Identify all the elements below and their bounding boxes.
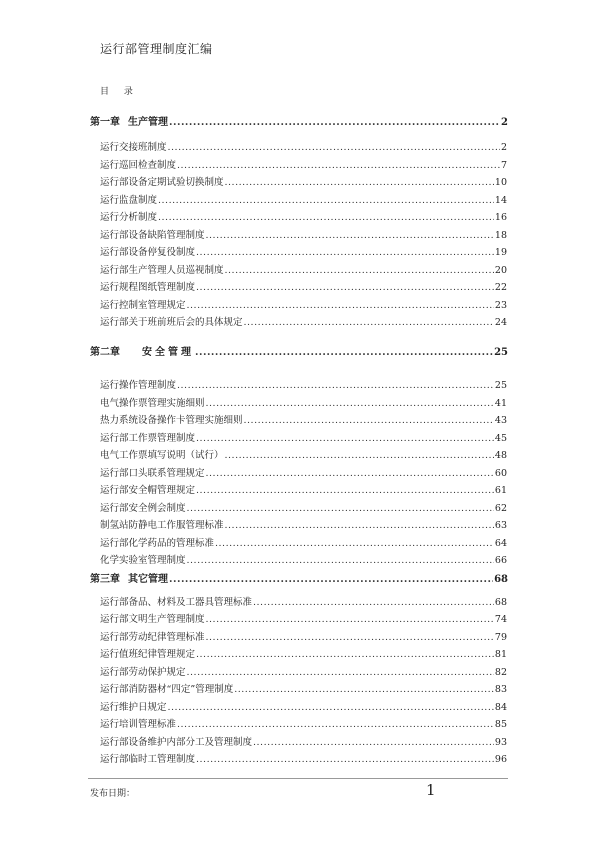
toc-item[interactable] (100, 666, 507, 679)
dot-leader (187, 554, 494, 567)
toc-item-page: 18 (494, 230, 507, 241)
toc-item-page: 23 (494, 300, 507, 311)
toc-item[interactable] (100, 211, 507, 224)
toc-item-page: 10 (494, 177, 507, 188)
toc-item-label: 运行巡回检查制度 (100, 160, 177, 171)
release-date-label: 发布日期： (90, 789, 136, 799)
toc-item-page: 19 (494, 247, 507, 258)
toc-item-page: 79 (494, 632, 507, 643)
dot-leader (196, 648, 494, 661)
toc-item-page: 61 (494, 485, 507, 496)
toc-item-label: 运行部安全帽管理规定 (100, 485, 196, 496)
dot-leader (215, 537, 494, 550)
toc-item-page: 62 (494, 503, 507, 514)
toc-item[interactable] (100, 683, 507, 696)
chapter-page: 68 (494, 574, 508, 585)
dot-leader (225, 519, 494, 532)
toc-item-page: 64 (494, 538, 507, 549)
dot-leader (206, 467, 494, 480)
dot-leader (253, 736, 494, 749)
dot-leader (187, 502, 494, 515)
toc-item[interactable] (100, 554, 507, 567)
chapter-title: 其它管理 (128, 574, 168, 585)
dot-leader (206, 229, 494, 242)
dot-leader (187, 666, 494, 679)
toc-item-label: 运行部设备定期试验切换制度 (100, 177, 224, 188)
toc-item-page: 2 (500, 142, 507, 153)
toc-item-label: 热力系统设备操作卡管理实施细则 (100, 415, 243, 426)
chapter-title: 安全管理 (142, 347, 194, 358)
toc-item-label: 运行部临时工管理制度 (100, 754, 196, 765)
chapter-page: 25 (494, 347, 508, 358)
dot-leader (177, 718, 494, 731)
toc-item-label: 运行规程图纸管理制度 (100, 282, 196, 293)
toc-item-label: 运行值班纪律管理规定 (100, 649, 196, 660)
toc-item[interactable] (100, 379, 507, 392)
dot-leader (169, 116, 500, 129)
page-number: 1 (426, 781, 436, 799)
toc-item[interactable] (100, 432, 507, 445)
toc-item[interactable] (100, 519, 507, 532)
toc-item-label: 运行维护日规定 (100, 702, 167, 713)
toc-item-label: 运行部文明生产管理制度 (100, 614, 205, 625)
toc-item-label: 运行部劳动纪律管理标准 (100, 632, 205, 643)
toc-chapter-3[interactable] (90, 573, 508, 586)
toc-item[interactable] (100, 484, 507, 497)
toc-item-label: 运行部关于班前班后会的具体规定 (100, 317, 243, 328)
toc-item-page: 96 (494, 754, 507, 765)
dot-leader (168, 141, 500, 154)
toc-item-label: 运行部生产管理人员巡视制度 (100, 265, 224, 276)
toc-item-page: 25 (494, 380, 507, 391)
toc-item[interactable] (100, 537, 507, 550)
toc-item[interactable] (100, 246, 507, 259)
toc-item-label: 运行监盘制度 (100, 195, 158, 206)
document-title: 运行部管理制度汇编 (100, 42, 213, 56)
dot-leader (196, 281, 494, 294)
toc-item-page: 74 (494, 614, 507, 625)
dot-leader (234, 683, 494, 696)
dot-leader (206, 631, 494, 644)
toc-item-label: 运行部安全例会制度 (100, 503, 186, 514)
toc-item-page: 20 (494, 265, 507, 276)
toc-item[interactable] (100, 718, 507, 731)
toc-item-page: 83 (494, 684, 507, 695)
toc-item[interactable] (100, 194, 507, 207)
dot-leader (206, 397, 494, 410)
toc-item[interactable] (100, 467, 507, 480)
toc-item[interactable] (100, 414, 507, 427)
toc-item[interactable] (100, 449, 507, 462)
toc-item[interactable] (100, 229, 507, 242)
toc-item-page: 66 (494, 555, 507, 566)
dot-leader (253, 596, 494, 609)
toc-item-page: 16 (494, 212, 507, 223)
dot-leader (225, 264, 494, 277)
toc-item-page: 82 (494, 667, 507, 678)
chapter-page: 2 (501, 117, 508, 128)
toc-item-page: 48 (494, 450, 507, 461)
chapter-title: 生产管理 (128, 117, 168, 128)
dot-leader (168, 701, 494, 714)
toc-item-page: 7 (500, 160, 507, 171)
toc-item-label: 运行部设备维护内部分工及管理制度 (100, 737, 253, 748)
toc-item-page: 85 (494, 719, 507, 730)
toc-item[interactable] (100, 141, 507, 154)
toc-item-label: 运行部口头联系管理规定 (100, 468, 205, 479)
toc-item[interactable] (100, 299, 507, 312)
toc-item-label: 运行部劳动保护规定 (100, 667, 186, 678)
toc-item-page: 84 (494, 702, 507, 713)
toc-item-page: 63 (494, 520, 507, 531)
toc-item[interactable] (100, 502, 507, 515)
toc-item-label: 运行控制室管理规定 (100, 300, 186, 311)
toc-item-label: 运行部设备缺陷管理制度 (100, 230, 205, 241)
toc-item[interactable] (100, 613, 507, 626)
toc-item[interactable] (100, 631, 507, 644)
toc-item[interactable] (100, 648, 507, 661)
toc-item-label: 运行培训管理标准 (100, 719, 177, 730)
toc-chapter-2[interactable] (90, 346, 508, 359)
toc-item-page: 41 (494, 398, 507, 409)
toc-item-page: 68 (494, 597, 507, 608)
toc-item-label: 运行交接班制度 (100, 142, 167, 153)
dot-leader (177, 159, 500, 172)
toc-item-label: 电气操作票管理实施细则 (100, 398, 205, 409)
toc-item[interactable] (100, 176, 507, 189)
toc-item-page: 22 (494, 282, 507, 293)
toc-item[interactable] (100, 397, 507, 410)
toc-item[interactable] (100, 701, 507, 714)
toc-item-label: 化学实验室管理制度 (100, 555, 186, 566)
toc-item[interactable] (100, 316, 507, 329)
toc-item-label: 运行操作管理制度 (100, 380, 177, 391)
dot-leader (196, 484, 494, 497)
dot-leader (244, 316, 494, 329)
toc-chapter-1[interactable] (90, 116, 508, 129)
dot-leader (206, 613, 494, 626)
toc-item-label: 电气工作票填写说明（试行） (100, 450, 224, 461)
toc-item[interactable] (100, 159, 507, 172)
toc-item[interactable] (100, 281, 507, 294)
toc-item-label: 运行分析制度 (100, 212, 158, 223)
toc-item-page: 24 (494, 317, 507, 328)
toc-item[interactable] (100, 596, 507, 609)
toc-item-label: 运行部工作票管理制度 (100, 433, 196, 444)
footer-divider (88, 778, 508, 779)
toc-item-label: 运行部消防器材“四定”管理制度 (100, 684, 234, 695)
dot-leader (225, 449, 494, 462)
toc-item-page: 81 (494, 649, 507, 660)
dot-leader (196, 432, 494, 445)
toc-item-page: 60 (494, 468, 507, 479)
toc-item-page: 14 (494, 195, 507, 206)
dot-leader (196, 753, 494, 766)
toc-item-label: 运行部设备停复役制度 (100, 247, 196, 258)
toc-item[interactable] (100, 753, 507, 766)
toc-item[interactable] (100, 736, 507, 749)
dot-leader (158, 211, 494, 224)
chapter-number: 第三章 (90, 574, 120, 585)
dot-leader (225, 176, 494, 189)
toc-item-page: 45 (494, 433, 507, 444)
toc-item-label: 运行部化学药品的管理标准 (100, 538, 215, 549)
dot-leader (158, 194, 494, 207)
dot-leader (177, 379, 494, 392)
toc-item-page: 43 (494, 415, 507, 426)
toc-item-page: 93 (494, 737, 507, 748)
toc-item[interactable] (100, 264, 507, 277)
chapter-number: 第二章 (90, 347, 120, 358)
toc-item-label: 运行部备品、材料及工器具管理标准 (100, 597, 253, 608)
dot-leader (196, 246, 494, 259)
dot-leader (244, 414, 494, 427)
dot-leader (187, 299, 494, 312)
dot-leader (169, 573, 493, 586)
toc-heading: 目 录 (100, 87, 139, 97)
dot-leader (195, 346, 493, 359)
toc-item-label: 制氢站防静电工作服管理标准 (100, 520, 224, 531)
chapter-number: 第一章 (90, 117, 120, 128)
